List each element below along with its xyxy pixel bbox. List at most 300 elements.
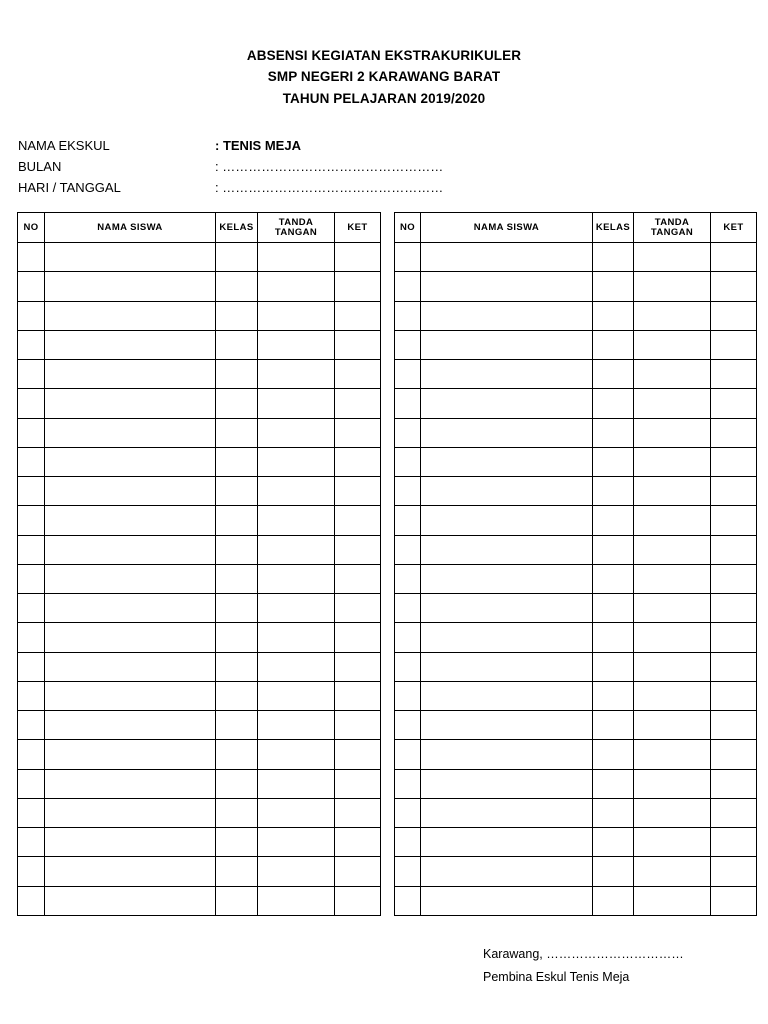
cell-ket [335,623,381,652]
cell-ket [711,711,757,740]
cell-ket [711,564,757,593]
cell-nama-siswa [45,564,216,593]
cell-no [395,506,421,535]
cell-kelas [216,623,258,652]
cell-tanda-tangan [634,711,711,740]
table-row [18,535,381,564]
cell-kelas [593,798,634,827]
cell-no [18,623,45,652]
cell-kelas [216,301,258,330]
cell-kelas [593,828,634,857]
cell-tanda-tangan [258,828,335,857]
cell-kelas [216,711,258,740]
cell-nama-siswa [421,798,593,827]
cell-kelas [593,389,634,418]
cell-kelas [216,389,258,418]
cell-nama-siswa [421,886,593,915]
table-row [395,418,757,447]
cell-kelas [593,535,634,564]
cell-kelas [593,477,634,506]
header-ket: KET [711,213,757,243]
table-row [395,828,757,857]
header-no: NO [18,213,45,243]
cell-nama-siswa [421,681,593,710]
table-row [395,769,757,798]
cell-kelas [593,857,634,886]
cell-kelas [216,681,258,710]
cell-nama-siswa [45,447,216,476]
header-kelas: KELAS [593,213,634,243]
cell-no [395,477,421,506]
cell-nama-siswa [421,740,593,769]
cell-tanda-tangan [634,447,711,476]
ekskul-label: NAMA EKSKUL [18,138,110,153]
cell-no [395,301,421,330]
cell-kelas [216,740,258,769]
table-row [395,506,757,535]
cell-ket [711,652,757,681]
cell-nama-siswa [45,418,216,447]
cell-kelas [216,594,258,623]
cell-tanda-tangan [258,360,335,389]
cell-kelas [593,272,634,301]
ekskul-value: : TENIS MEJA [215,138,301,153]
cell-no [395,681,421,710]
cell-kelas [593,360,634,389]
cell-nama-siswa [45,769,216,798]
cell-kelas [593,418,634,447]
cell-tanda-tangan [634,652,711,681]
table-row [18,418,381,447]
table-row [18,740,381,769]
cell-nama-siswa [421,506,593,535]
cell-nama-siswa [421,272,593,301]
cell-tanda-tangan [634,360,711,389]
cell-tanda-tangan [634,301,711,330]
cell-ket [711,886,757,915]
cell-no [18,857,45,886]
cell-no [395,740,421,769]
table-row [18,506,381,535]
cell-ket [335,535,381,564]
cell-kelas [216,330,258,359]
cell-nama-siswa [45,740,216,769]
cell-ket [711,418,757,447]
document-title-line-2: SMP NEGERI 2 KARAWANG BARAT [267,69,501,84]
cell-no [18,272,45,301]
cell-tanda-tangan [258,652,335,681]
cell-ket [711,477,757,506]
cell-ket [335,857,381,886]
cell-tanda-tangan [634,243,711,272]
cell-no [395,272,421,301]
cell-no [395,564,421,593]
cell-ket [335,564,381,593]
table-row [395,389,757,418]
cell-tanda-tangan [634,886,711,915]
cell-no [395,243,421,272]
table-row [395,681,757,710]
cell-tanda-tangan [258,506,335,535]
cell-tanda-tangan [258,711,335,740]
cell-tanda-tangan [258,418,335,447]
cell-tanda-tangan [634,506,711,535]
cell-no [395,769,421,798]
cell-tanda-tangan [634,330,711,359]
table-row [18,594,381,623]
cell-ket [335,447,381,476]
cell-nama-siswa [421,711,593,740]
cell-kelas [216,535,258,564]
table-row [395,886,757,915]
cell-ket [335,886,381,915]
cell-kelas [216,857,258,886]
cell-nama-siswa [45,623,216,652]
cell-nama-siswa [45,857,216,886]
table-header-row [18,213,381,243]
cell-nama-siswa [45,360,216,389]
cell-no [18,886,45,915]
cell-nama-siswa [421,652,593,681]
bulan-value: : …………………………………………… [215,159,444,174]
header-nama-siswa: NAMA SISWA [421,213,593,243]
cell-tanda-tangan [258,740,335,769]
cell-tanda-tangan [258,594,335,623]
document-title-line-1: ABSENSI KEGIATAN EKSTRAKURIKULER [246,48,522,63]
cell-kelas [216,360,258,389]
cell-tanda-tangan [634,564,711,593]
table-row [18,389,381,418]
cell-no [18,564,45,593]
cell-nama-siswa [45,828,216,857]
header-tanda: TANDA [654,216,690,228]
header-kelas: KELAS [216,213,258,243]
cell-ket [335,389,381,418]
attendance-table-left [17,212,381,916]
cell-nama-siswa [45,272,216,301]
cell-ket [335,243,381,272]
cell-nama-siswa [421,594,593,623]
cell-ket [711,506,757,535]
cell-tanda-tangan [634,681,711,710]
cell-kelas [593,243,634,272]
table-row [395,272,757,301]
table-row [18,652,381,681]
cell-kelas [593,681,634,710]
cell-tanda-tangan [258,535,335,564]
cell-no [18,594,45,623]
table-row [395,711,757,740]
table-row [395,564,757,593]
attendance-table-right [394,212,757,916]
cell-kelas [216,652,258,681]
table-row [18,243,381,272]
cell-kelas [593,886,634,915]
cell-kelas [593,652,634,681]
cell-tanda-tangan [634,477,711,506]
cell-nama-siswa [45,477,216,506]
table-row [395,301,757,330]
cell-tanda-tangan [634,769,711,798]
header-tangan: TANGAN [274,226,318,238]
cell-tanda-tangan [258,301,335,330]
cell-tanda-tangan [634,272,711,301]
cell-no [18,301,45,330]
table-row [18,623,381,652]
cell-nama-siswa [45,711,216,740]
cell-kelas [216,447,258,476]
cell-tanda-tangan [634,623,711,652]
cell-nama-siswa [421,330,593,359]
cell-nama-siswa [421,447,593,476]
cell-ket [711,272,757,301]
cell-kelas [216,769,258,798]
footer-place-date: Karawang, …………………………… [483,947,684,961]
cell-kelas [593,301,634,330]
cell-kelas [216,243,258,272]
cell-kelas [216,418,258,447]
cell-tanda-tangan [634,594,711,623]
cell-ket [335,594,381,623]
cell-ket [711,857,757,886]
cell-kelas [216,798,258,827]
cell-ket [335,652,381,681]
cell-nama-siswa [45,594,216,623]
cell-no [18,418,45,447]
cell-no [395,535,421,564]
cell-no [395,828,421,857]
header-nama-siswa: NAMA SISWA [45,213,216,243]
cell-tanda-tangan [258,857,335,886]
cell-nama-siswa [421,564,593,593]
cell-nama-siswa [421,360,593,389]
cell-ket [335,418,381,447]
cell-nama-siswa [421,623,593,652]
cell-ket [335,301,381,330]
table-row [395,623,757,652]
cell-tanda-tangan [258,564,335,593]
cell-no [18,360,45,389]
cell-ket [711,798,757,827]
cell-tanda-tangan [258,769,335,798]
cell-no [18,740,45,769]
footer-signer: Pembina Eskul Tenis Meja [483,970,630,984]
cell-no [18,389,45,418]
cell-tanda-tangan [634,828,711,857]
cell-no [395,798,421,827]
cell-kelas [593,330,634,359]
cell-tanda-tangan [258,623,335,652]
table-row [18,681,381,710]
table-row [18,477,381,506]
cell-kelas [216,564,258,593]
cell-no [395,418,421,447]
cell-tanda-tangan [258,243,335,272]
table-row [395,535,757,564]
cell-kelas [593,506,634,535]
header-tanda-tangan [634,213,711,243]
cell-tanda-tangan [634,418,711,447]
table-row [18,360,381,389]
table-row [395,477,757,506]
header-tanda: TANDA [278,216,314,228]
cell-ket [711,535,757,564]
cell-no [18,828,45,857]
cell-kelas [216,886,258,915]
cell-no [395,711,421,740]
table-row [18,272,381,301]
cell-nama-siswa [45,506,216,535]
cell-no [18,447,45,476]
cell-tanda-tangan [258,272,335,301]
table-row [395,360,757,389]
cell-kelas [593,769,634,798]
header-tangan: TANGAN [650,226,694,238]
table-row [395,243,757,272]
cell-ket [335,330,381,359]
cell-ket [711,828,757,857]
cell-ket [711,740,757,769]
cell-nama-siswa [421,828,593,857]
cell-ket [711,243,757,272]
cell-no [18,769,45,798]
cell-kelas [216,272,258,301]
cell-nama-siswa [45,243,216,272]
cell-ket [711,681,757,710]
cell-no [18,243,45,272]
cell-no [18,506,45,535]
cell-tanda-tangan [258,798,335,827]
cell-ket [711,360,757,389]
bulan-label: BULAN [18,159,62,174]
cell-ket [711,330,757,359]
cell-nama-siswa [421,389,593,418]
cell-no [18,711,45,740]
cell-kelas [216,477,258,506]
hari-tanggal-label: HARI / TANGGAL [18,180,121,195]
cell-tanda-tangan [634,389,711,418]
cell-nama-siswa [45,389,216,418]
cell-no [395,447,421,476]
cell-tanda-tangan [634,535,711,564]
cell-ket [711,447,757,476]
cell-tanda-tangan [258,886,335,915]
header-tanda-tangan [258,213,335,243]
cell-ket [711,623,757,652]
table-row [395,652,757,681]
cell-ket [335,798,381,827]
cell-ket [711,389,757,418]
cell-nama-siswa [45,535,216,564]
cell-kelas [593,594,634,623]
table-row [18,798,381,827]
cell-tanda-tangan [258,681,335,710]
cell-tanda-tangan [634,740,711,769]
cell-no [395,360,421,389]
table-row [395,798,757,827]
cell-no [18,652,45,681]
cell-ket [335,477,381,506]
cell-no [18,798,45,827]
table-row [395,330,757,359]
cell-nama-siswa [421,243,593,272]
cell-ket [335,506,381,535]
cell-nama-siswa [421,535,593,564]
cell-no [395,857,421,886]
cell-no [395,886,421,915]
cell-ket [711,769,757,798]
cell-kelas [593,711,634,740]
table-row [18,857,381,886]
table-header-row [395,213,757,243]
cell-ket [335,272,381,301]
table-row [395,857,757,886]
cell-no [18,535,45,564]
header-ket: KET [335,213,381,243]
cell-no [18,330,45,359]
header-no: NO [395,213,421,243]
cell-nama-siswa [45,330,216,359]
cell-nama-siswa [421,418,593,447]
cell-nama-siswa [421,769,593,798]
cell-nama-siswa [45,886,216,915]
cell-tanda-tangan [258,447,335,476]
table-row [18,769,381,798]
cell-ket [335,360,381,389]
table-row [18,564,381,593]
cell-no [395,330,421,359]
cell-nama-siswa [45,798,216,827]
document-title-line-3: TAHUN PELAJARAN 2019/2020 [282,91,486,106]
table-row [18,711,381,740]
cell-no [395,652,421,681]
cell-ket [335,740,381,769]
cell-kelas [593,447,634,476]
cell-kelas [216,828,258,857]
cell-ket [335,769,381,798]
cell-ket [711,301,757,330]
cell-no [18,681,45,710]
table-row [395,594,757,623]
cell-kelas [593,623,634,652]
cell-no [395,594,421,623]
cell-kelas [593,564,634,593]
cell-nama-siswa [421,301,593,330]
cell-no [18,477,45,506]
cell-nama-siswa [45,652,216,681]
cell-tanda-tangan [258,330,335,359]
table-row [18,886,381,915]
table-row [18,447,381,476]
cell-ket [711,594,757,623]
cell-nama-siswa [421,477,593,506]
cell-tanda-tangan [258,477,335,506]
cell-tanda-tangan [258,389,335,418]
cell-nama-siswa [421,857,593,886]
table-row [395,740,757,769]
table-row [18,330,381,359]
table-row [18,828,381,857]
cell-no [395,623,421,652]
cell-nama-siswa [45,301,216,330]
cell-ket [335,711,381,740]
cell-tanda-tangan [634,798,711,827]
cell-kelas [593,740,634,769]
cell-kelas [216,506,258,535]
cell-tanda-tangan [634,857,711,886]
cell-ket [335,828,381,857]
cell-nama-siswa [45,681,216,710]
